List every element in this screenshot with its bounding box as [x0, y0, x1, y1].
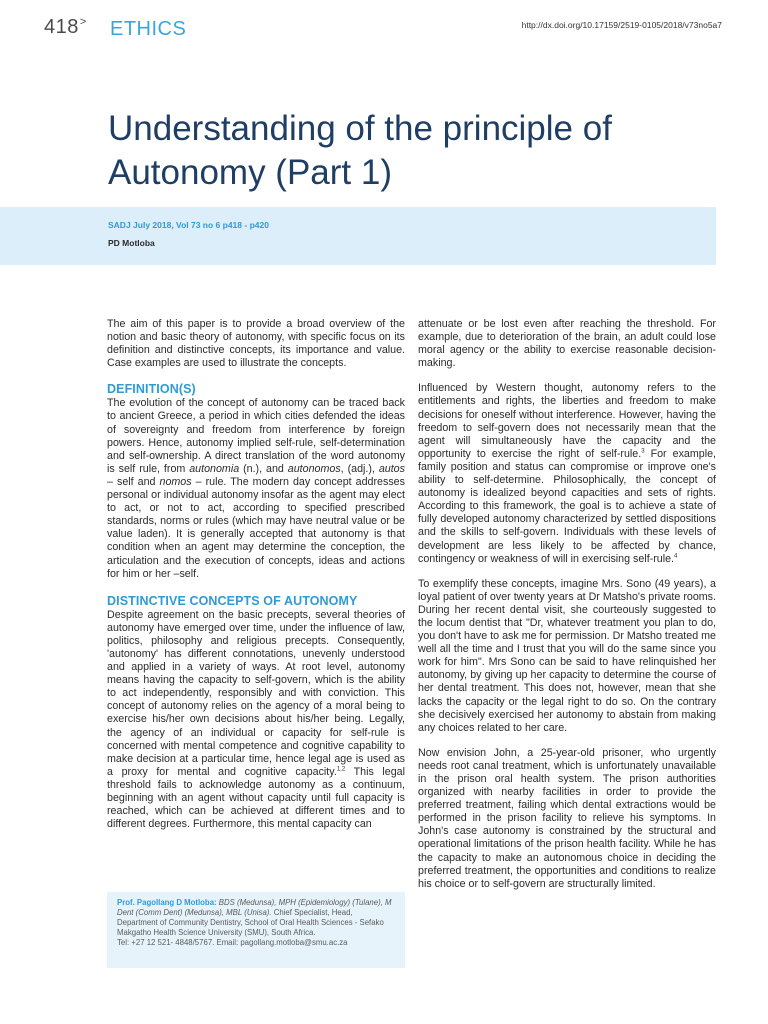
- paragraph-1: attenuate or be lost even after reaching the threshold. For example, due to deterioration of the brain, an adult could lose moral agency or the ability to exercise reasonable decision-making.: [418, 318, 716, 370]
- doi-link[interactable]: http://dx.doi.org/10.17159/2519-0105/2018/v73no5a7: [521, 20, 722, 30]
- distinctive-text: This legal threshold fails to acknowledge autonomy as a continuum, beginning with an agent without capacity until full capacity is reached, which can be achieved at different times and to different degrees. Furthermore, this mental capacity can: [107, 765, 405, 831]
- definition-text: (n.), and: [239, 462, 288, 475]
- paragraph-4: Now envision John, a 25-year-old prisoner, who urgently needs root canal treatment, which is unfortunately unavailable in the prison oral health system. The prison authorities organized with nearby facilities in order to provide the preferred treatment, failing which dental extractions would be performed in the prison facility to relieve his symptoms. In John's case autonomy is constrained by the structural and operational limitations of the prison health facility. While he has the capacity to make an autonomous choice in deciding the preferred treatment, the opportunities and conditions to realize his choice or to self-govern are structurally limited.: [418, 746, 716, 890]
- heading-distinctive-concepts: DISTINCTIVE CONCEPTS OF AUTONOMY: [107, 593, 358, 608]
- page-number: [44, 16, 87, 39]
- affiliation-degrees: BDS (Medunsa), MPH (Epidemiology) (Tulane), M Dent (Comm Dent) (Medunsa), MBL (Unisa).: [117, 898, 392, 917]
- article-title: [108, 107, 728, 195]
- term: autonomos: [287, 462, 341, 475]
- term: nomos: [159, 475, 192, 488]
- left-column: [107, 318, 405, 831]
- title-line-2: Autonomy (Part 1): [108, 153, 392, 193]
- paragraph-2: [418, 382, 716, 565]
- footnote-ref: 1,2: [336, 766, 346, 773]
- distinctive-paragraph: [107, 609, 405, 832]
- paragraph-text: For example, family position and status can compromise or improve one's ability to self-determine. Philosophically, the concept of autonomy is idealized beyond capacities and sets of rights. According to this framework, the goal is to achieve a state of fully developed autonomy characterized by settled dispositions and the skills to self-govern. Individuals with these levels of development are less likely to be affected by chance, contingency or weakness of will in exercising self-rule.: [418, 447, 716, 565]
- section-label: ETHICS: [110, 18, 187, 40]
- abstract: The aim of this paper is to provide a broad overview of the notion and basic theory of autonomy, with specific focus on its definition and distinctive concepts, its importance and value. Case examples are used to illustrate the concepts.: [107, 318, 405, 370]
- author-affiliation-box: [107, 892, 405, 968]
- definition-text: , (adj.),: [340, 462, 379, 475]
- author: PD Motloba: [108, 238, 155, 248]
- definition-text: – self and: [107, 475, 160, 488]
- term: autos: [378, 462, 405, 475]
- paragraph-text: Influenced by Western thought, autonomy refers to the entitlements and rights, the liberties and freedom to make decisions for oneself without interference. However, having the freedom to self-govern does not necessarily mean that the agent will simultaneously have the capacity and the opportunity to exercise the right of self-rule.: [418, 382, 716, 460]
- distinctive-text: Despite agreement on the basic precepts, several theories of autonomy have emerged over time, under the influence of law, politics, philosophy and religious precepts. Consequently, 'autonomy' has different connotations, unevenly understood and applied in a variety of ways. At root level, autonomy means having the capacity to self-govern, which is the ability to act independently, responsibly and with conviction. This concept of autonomy relies on the agency of a moral being to exercise his/her own decisions about his/her being. Legally, the agency of an individual or capacity for self-rule is concerned with mental competence and cognitive capability to make decision at a particular time, hence legal age is used as a proxy for mental and cognitive capacity.: [107, 608, 405, 778]
- affiliation-details: Chief Specialist, Head, Department of Community Dentistry, School of Oral Health Sciences - Sefako Makgatho Health Science University (SMU), South Africa.: [117, 908, 384, 937]
- page-header: [0, 0, 768, 60]
- affiliation-contact: Tel: +27 12 521- 4848/5767. Email: pagollang.motloba@smu.ac.za: [117, 938, 348, 947]
- footnote-ref: 3: [641, 448, 645, 455]
- citation-band: [0, 207, 716, 265]
- right-column: [418, 318, 716, 891]
- definition-paragraph: [107, 397, 405, 580]
- footnote-ref: 4: [674, 553, 678, 560]
- citation: SADJ July 2018, Vol 73 no 6 p418 - p420: [108, 220, 269, 230]
- affiliation-name: Prof. Pagollang D Motloba:: [117, 898, 217, 907]
- definition-text: – rule. The modern day concept addresses personal or individual autonomy insofar as the agent may elect to act, or not to act, according to specified prescribed standards, norms or rules (which may have neutral value or be value laden). It is generally accepted that autonomy is that condition when an agent may determine the conception, the articulation and the execution of concepts, ideas and actions for him or her –self.: [107, 475, 405, 580]
- heading-definitions: DEFINITION(S): [107, 382, 196, 397]
- paragraph-3: To exemplify these concepts, imagine Mrs. Sono (49 years), a loyal patient of over twenty years at Dr Matsho's private rooms. During her recent dental visit, she courteously suggested to the locum dentist that "Dr, whatever treatment you plan to do, you don't have to ask me for permission. Dr Matsho treated me well all the time and I trust that you will do the same since you work for him". Mrs Sono can be said to have relinquished her autonomy, by giving up her capacity to determine the course of her dental treatment. This does not, however, mean that she lacks the capacity or the legal right to do so. On the contrary she decisively exercised her autonomy to abstain from making any choices related to her care.: [418, 577, 716, 734]
- term: autonomia: [189, 462, 240, 475]
- definition-text: The evolution of the concept of autonomy can be traced back to ancient Greece, a period in which cities defended the ideas of sovereignty and freedom from interference by foreign powers. Hence, autonomy implied self-rule, self-determination and self-ownership. A direct translation of the word autonomy is self rule, from: [107, 397, 405, 475]
- title-line-1: Understanding of the principle of: [108, 109, 612, 149]
- chevron-right-icon: >: [79, 16, 87, 29]
- page-number-text: 418: [44, 16, 79, 38]
